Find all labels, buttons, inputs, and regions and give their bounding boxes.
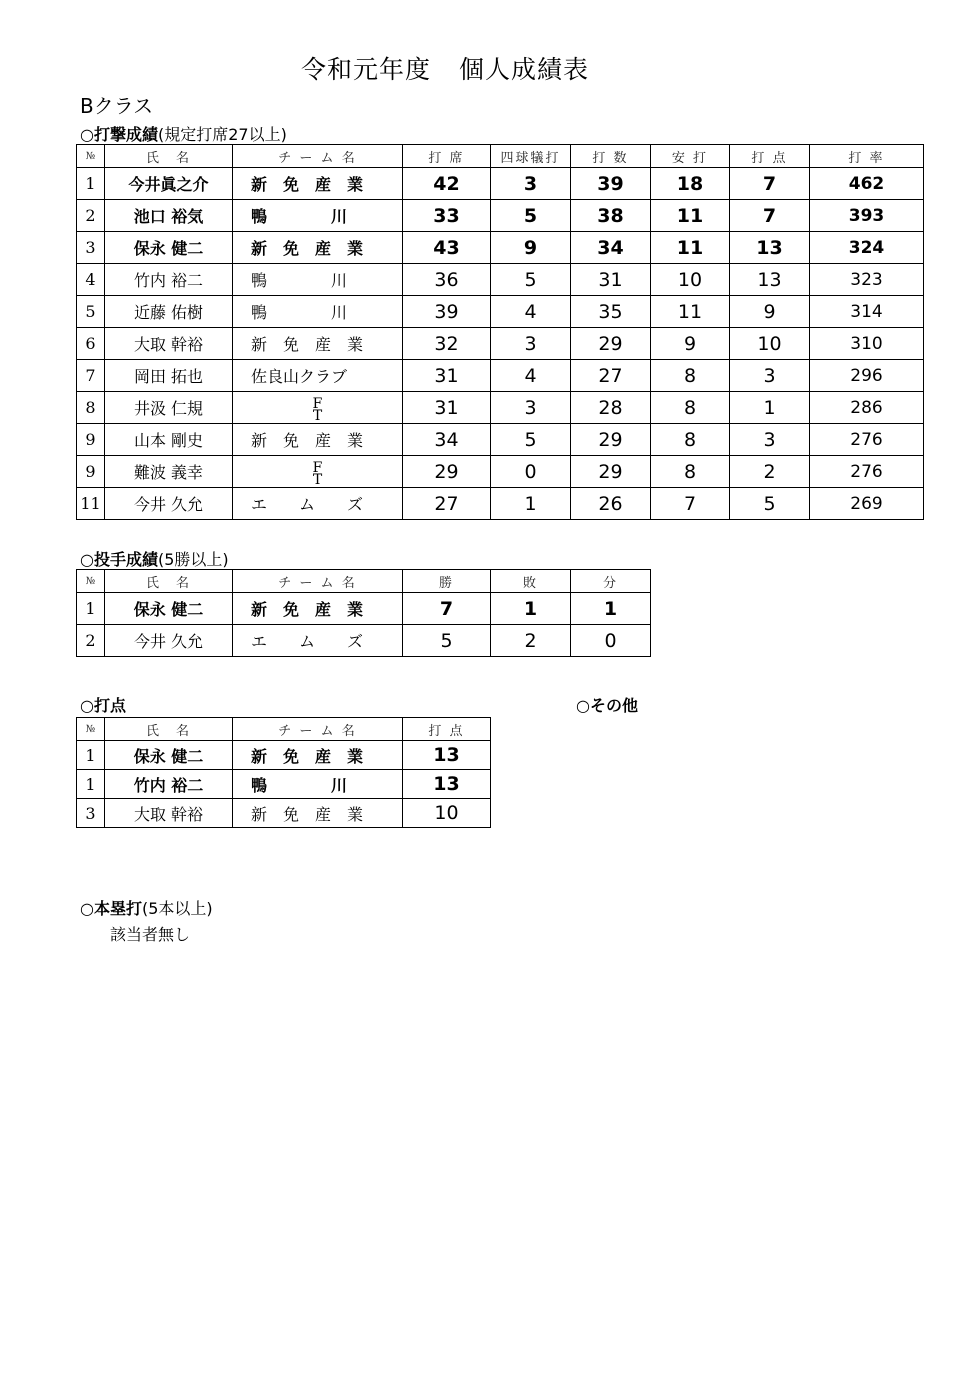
- pitching-header-cell: 分: [571, 570, 651, 593]
- team-name: 鴨 川: [233, 296, 403, 328]
- batting-header-cell: №: [77, 145, 105, 168]
- row-number: 1: [77, 741, 105, 770]
- row-number: 6: [77, 328, 105, 360]
- stat-pa: 29: [403, 456, 491, 488]
- stat-ab: 35: [571, 296, 651, 328]
- stat-bb: 0: [491, 456, 571, 488]
- stat-h: 8: [651, 360, 730, 392]
- stat-pa: 34: [403, 424, 491, 456]
- team-letter: F: [312, 395, 323, 412]
- table-row: [77, 488, 924, 520]
- stat-h: 9: [651, 328, 730, 360]
- rbi-header-cell: 氏 名: [105, 718, 233, 741]
- pitching-header-cell: №: [77, 570, 105, 593]
- stat-ab: 28: [571, 392, 651, 424]
- team-name: 鴨 川: [233, 200, 403, 232]
- stat-avg: 296: [810, 360, 924, 392]
- team-name: 新 免 産 業: [233, 328, 403, 360]
- table-row: [77, 741, 491, 770]
- batting-heading: [80, 122, 287, 145]
- rbi-header-cell: №: [77, 718, 105, 741]
- table-row: [77, 799, 491, 828]
- row-number: 4: [77, 264, 105, 296]
- stat-w: 7: [403, 593, 491, 625]
- row-number: 1: [77, 593, 105, 625]
- stat-ab: 29: [571, 328, 651, 360]
- stat-pa: 39: [403, 296, 491, 328]
- stat-rbi: 9: [730, 296, 810, 328]
- stat-h: 11: [651, 296, 730, 328]
- stat-pa: 36: [403, 264, 491, 296]
- stat-rbi: 13: [730, 232, 810, 264]
- batting-header-cell: 氏 名: [105, 145, 233, 168]
- stat-bb: 4: [491, 296, 571, 328]
- stat-pa: 43: [403, 232, 491, 264]
- row-number: 8: [77, 392, 105, 424]
- row-number: 2: [77, 625, 105, 657]
- stat-avg: 324: [810, 232, 924, 264]
- homerun-heading: [80, 896, 213, 919]
- player-name: 保永 健二: [105, 232, 233, 264]
- stat-bb: 9: [491, 232, 571, 264]
- team-name-text: [312, 395, 323, 424]
- team-name: [233, 456, 403, 488]
- stat-ab: 38: [571, 200, 651, 232]
- table-row: [77, 168, 924, 200]
- stat-bb: 5: [491, 424, 571, 456]
- row-number: 7: [77, 360, 105, 392]
- stat-d: 0: [571, 625, 651, 657]
- batting-header-cell: 打 数: [571, 145, 651, 168]
- batting-header-cell: 打 率: [810, 145, 924, 168]
- team-name: 佐良山クラブ: [233, 360, 403, 392]
- stat-pa: 33: [403, 200, 491, 232]
- stat-pa: 32: [403, 328, 491, 360]
- team-name: 新 免 産 業: [233, 741, 403, 770]
- team-name: エ ム ズ: [233, 625, 403, 657]
- stat-ab: 39: [571, 168, 651, 200]
- player-name: 大取 幹裕: [105, 799, 233, 828]
- stat-ab: 26: [571, 488, 651, 520]
- team-name: [233, 392, 403, 424]
- pitching-header-cell: 敗: [491, 570, 571, 593]
- batting-header-cell: 打 点: [730, 145, 810, 168]
- row-number: 9: [77, 424, 105, 456]
- team-name: 新 免 産 業: [233, 424, 403, 456]
- row-number: 3: [77, 232, 105, 264]
- pitching-heading-title: ○投手成績: [80, 550, 158, 569]
- team-name: 新 免 産 業: [233, 168, 403, 200]
- stat-rbi: 13: [403, 770, 491, 799]
- stat-bb: 3: [491, 328, 571, 360]
- stat-rbi: 7: [730, 168, 810, 200]
- stat-avg: 314: [810, 296, 924, 328]
- pitching-header-row: [77, 570, 651, 593]
- team-name: 新 免 産 業: [233, 593, 403, 625]
- homerun-heading-note: (5本以上): [141, 899, 213, 918]
- table-row: [77, 200, 924, 232]
- other-heading: [576, 693, 638, 716]
- team-name: 新 免 産 業: [233, 799, 403, 828]
- stat-ab: 31: [571, 264, 651, 296]
- batting-header-cell: 打 席: [403, 145, 491, 168]
- table-row: [77, 328, 924, 360]
- table-row: [77, 392, 924, 424]
- player-name: 大取 幹裕: [105, 328, 233, 360]
- stat-avg: 462: [810, 168, 924, 200]
- team-name: 鴨 川: [233, 264, 403, 296]
- team-letter: F: [312, 459, 323, 476]
- stat-pa: 27: [403, 488, 491, 520]
- stat-bb: 1: [491, 488, 571, 520]
- player-name: 難波 義幸: [105, 456, 233, 488]
- player-name: 保永 健二: [105, 741, 233, 770]
- homerun-none-text: 該当者無し: [110, 925, 191, 944]
- stat-h: 18: [651, 168, 730, 200]
- title-year: 令和元年度: [300, 55, 431, 84]
- class-name: Bクラス: [80, 94, 154, 118]
- stat-h: 8: [651, 392, 730, 424]
- row-number: 9: [77, 456, 105, 488]
- stat-bb: 3: [491, 392, 571, 424]
- batting-heading-note: (規定打席27以上): [157, 125, 287, 144]
- stat-rbi: 13: [403, 741, 491, 770]
- rbi-heading-title: ○打点: [80, 696, 126, 715]
- stat-avg: 310: [810, 328, 924, 360]
- row-number: 2: [77, 200, 105, 232]
- team-letter: T: [312, 407, 323, 424]
- stat-rbi: 10: [730, 328, 810, 360]
- player-name: 竹内 裕二: [105, 264, 233, 296]
- team-name: エ ム ズ: [233, 488, 403, 520]
- stat-pa: 31: [403, 392, 491, 424]
- stat-avg: 269: [810, 488, 924, 520]
- table-row: [77, 593, 651, 625]
- batting-header-cell: チ ー ム 名: [233, 145, 403, 168]
- table-row: [77, 264, 924, 296]
- stat-w: 5: [403, 625, 491, 657]
- player-name: 竹内 裕二: [105, 770, 233, 799]
- row-number: 5: [77, 296, 105, 328]
- stat-avg: 276: [810, 456, 924, 488]
- stat-rbi: 3: [730, 360, 810, 392]
- player-name: 今井眞之介: [105, 168, 233, 200]
- stat-h: 8: [651, 456, 730, 488]
- rbi-table: [76, 717, 491, 828]
- stat-avg: 323: [810, 264, 924, 296]
- stat-ab: 34: [571, 232, 651, 264]
- title-main: 個人成績表: [459, 55, 590, 84]
- table-row: [77, 456, 924, 488]
- player-name: 保永 健二: [105, 593, 233, 625]
- stat-ab: 29: [571, 456, 651, 488]
- stat-bb: 3: [491, 168, 571, 200]
- stat-d: 1: [571, 593, 651, 625]
- rbi-header-cell: 打 点: [403, 718, 491, 741]
- stat-h: 11: [651, 200, 730, 232]
- rbi-header-cell: チ ー ム 名: [233, 718, 403, 741]
- table-row: [77, 296, 924, 328]
- stat-rbi: 10: [403, 799, 491, 828]
- stat-l: 1: [491, 593, 571, 625]
- stat-h: 8: [651, 424, 730, 456]
- batting-header-cell: 安 打: [651, 145, 730, 168]
- pitching-table: [76, 569, 651, 657]
- stat-ab: 27: [571, 360, 651, 392]
- homerun-heading-title: ○本塁打: [80, 899, 142, 918]
- stat-avg: 286: [810, 392, 924, 424]
- table-row: [77, 770, 491, 799]
- pitching-heading: [80, 547, 229, 570]
- batting-header-row: [77, 145, 924, 168]
- row-number: 1: [77, 770, 105, 799]
- page-title: [0, 50, 890, 86]
- batting-heading-title: ○打撃成績: [80, 125, 158, 144]
- player-name: 今井 久允: [105, 625, 233, 657]
- player-name: 井汲 仁規: [105, 392, 233, 424]
- batting-header-cell: 四球犠打: [491, 145, 571, 168]
- team-name: 鴨 川: [233, 770, 403, 799]
- stat-h: 7: [651, 488, 730, 520]
- team-name: 新 免 産 業: [233, 232, 403, 264]
- stat-rbi: 1: [730, 392, 810, 424]
- player-name: 今井 久允: [105, 488, 233, 520]
- row-number: 11: [77, 488, 105, 520]
- stat-rbi: 13: [730, 264, 810, 296]
- pitching-header-cell: 勝: [403, 570, 491, 593]
- player-name: 近藤 佑樹: [105, 296, 233, 328]
- stat-ab: 29: [571, 424, 651, 456]
- row-number: 3: [77, 799, 105, 828]
- row-number: 1: [77, 168, 105, 200]
- stat-h: 10: [651, 264, 730, 296]
- rbi-heading: [80, 693, 126, 716]
- stat-rbi: 7: [730, 200, 810, 232]
- stat-h: 11: [651, 232, 730, 264]
- pitching-header-cell: チ ー ム 名: [233, 570, 403, 593]
- player-name: 山本 剛史: [105, 424, 233, 456]
- team-letter: T: [312, 471, 323, 488]
- stat-pa: 42: [403, 168, 491, 200]
- stat-bb: 5: [491, 264, 571, 296]
- stat-bb: 4: [491, 360, 571, 392]
- team-name-text: [312, 459, 323, 488]
- player-name: 岡田 拓也: [105, 360, 233, 392]
- other-heading-title: ○その他: [576, 696, 638, 715]
- stat-pa: 31: [403, 360, 491, 392]
- stat-l: 2: [491, 625, 571, 657]
- stat-rbi: 2: [730, 456, 810, 488]
- pitching-header-cell: 氏 名: [105, 570, 233, 593]
- table-row: [77, 360, 924, 392]
- stat-rbi: 3: [730, 424, 810, 456]
- table-row: [77, 625, 651, 657]
- stat-rbi: 5: [730, 488, 810, 520]
- rbi-header-row: [77, 718, 491, 741]
- batting-table: [76, 144, 924, 520]
- table-row: [77, 232, 924, 264]
- table-row: [77, 424, 924, 456]
- pitching-heading-note: (5勝以上): [157, 550, 229, 569]
- player-name: 池口 裕気: [105, 200, 233, 232]
- stat-bb: 5: [491, 200, 571, 232]
- stat-avg: 393: [810, 200, 924, 232]
- stat-avg: 276: [810, 424, 924, 456]
